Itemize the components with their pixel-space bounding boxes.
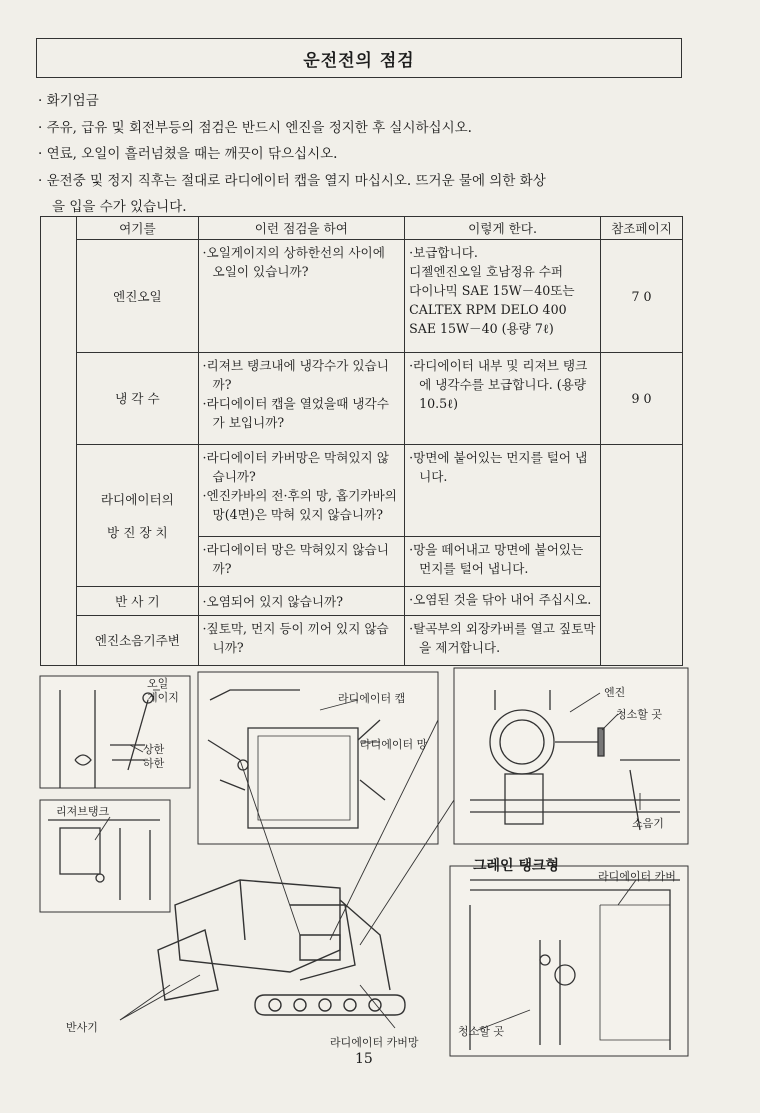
- label-reserve-tank: 리져브탱크: [56, 805, 110, 818]
- check-radiator-net: ·라디에이터 망은 막혀있지 않습니까?: [202, 542, 389, 577]
- action-remove-net: ·망을 떼어내고 망면에 붙어있는 먼지를 털어 냅니다.: [409, 542, 584, 577]
- label-radiator-net: 라디에이터 망: [360, 738, 428, 751]
- item-reflector: 반 사 기: [77, 587, 198, 616]
- label-cleaning-spot-2: 청소할 곳: [458, 1025, 505, 1038]
- action-oil-line: SAE 15W－40 (용량 7ℓ): [409, 321, 554, 336]
- check-radiator-cover-net: ·라디에이터 카버망은 막혀있지 않습니까?: [202, 450, 389, 485]
- label-muffler: 소음기: [632, 817, 664, 830]
- col-header-page: 참조페이지: [600, 217, 682, 240]
- label-cleaning-spot: 청소할 곳: [616, 708, 663, 721]
- action-reflector: ·오염된 것을 닦아 내어 주십시오.: [409, 592, 592, 608]
- note-fire: · 화기엄금: [38, 93, 99, 109]
- item-radiator-line1: 라디에이터의: [100, 491, 174, 507]
- item-muffler: 엔진소음기주변: [77, 616, 198, 666]
- label-engine: 엔진: [604, 686, 626, 699]
- col-header-where: 여기를: [77, 217, 198, 240]
- action-oil-line: CALTEX RPM DELO 400: [409, 302, 567, 317]
- label-reflector: 반사기: [66, 1021, 98, 1034]
- item-radiator-line2: 방 진 장 치: [107, 524, 168, 540]
- check-engine-cover-net: ·엔진카바의 전·후의 망, 홉기카바의 망(4면)은 막혀 있지 않습니까?: [202, 488, 397, 523]
- page-title: 운전전의 점검: [36, 38, 682, 78]
- label-upper-lower: 상한 하한: [143, 743, 165, 770]
- note-spill: · 연료, 오일이 흘러넘쳤을 때는 깨끗이 닦으십시오.: [38, 146, 338, 162]
- action-oil-line: 다이나믹 SAE 15W－40또는: [409, 283, 575, 298]
- check-reflector: ·오염되어 있지 않습니까?: [202, 593, 343, 609]
- note-radiator-cap-cont: 을 입을 수가 있습니다.: [52, 199, 187, 215]
- check-oil-gauge: ·오일게이지의 상하한선의 사이에 오일이 있습니까?: [202, 245, 385, 279]
- check-reserve-tank: ·리져브 탱크내에 냉각수가 있습니까?: [202, 358, 389, 393]
- label-radiator-cover: 라디에이터 카버: [598, 870, 676, 883]
- page-ref-oil: 7 0: [600, 240, 682, 353]
- label-oil-gauge: 오일 게이지: [147, 677, 179, 704]
- check-muffler: ·짚토막, 먼지 등이 끼어 있지 않습니까?: [202, 621, 389, 656]
- item-coolant: 냉 각 수: [77, 353, 198, 445]
- label-radiator-cap: 라디에이터 캡: [338, 692, 406, 705]
- item-engine-oil: 엔진오일: [77, 240, 198, 353]
- action-muffler: ·탈곡부의 외장카버를 열고 짚토막을 제거합니다.: [409, 621, 596, 656]
- note-lubrication: · 주유, 급유 및 회전부등의 점검은 반드시 엔진을 정지한 후 실시하십시오.: [38, 119, 472, 136]
- action-oil-line: 디젤엔진오일 호남정유 수퍼: [409, 264, 564, 279]
- page-ref-coolant: 9 0: [600, 353, 682, 445]
- col-header-action: 이렇게 한다.: [405, 217, 601, 240]
- label-radiator-cover-net: 라디에이터 카버망: [330, 1036, 419, 1049]
- page-number: 15: [355, 1051, 373, 1067]
- action-coolant: ·라디에이터 내부 및 리져브 탱크에 냉각수를 보급합니다. (용량10.5ℓ): [409, 358, 588, 412]
- check-radiator-cap: ·라디에이터 캡을 열었을때 냉각수가 보입니까?: [202, 396, 389, 431]
- note-radiator-cap: · 운전중 및 정지 직후는 절대로 라디에이터 캡을 열지 마십시오. 뜨거운 물에 의한 화상: [38, 172, 546, 189]
- label-grain-tank-type: 그레인 탱크형: [473, 858, 560, 874]
- action-brush-net: ·망면에 붙어있는 먼지를 털어 냅니다.: [409, 450, 588, 485]
- action-oil-line: ·보급합니다.: [409, 245, 478, 260]
- col-header-check: 이런 점검을 하여: [198, 217, 405, 240]
